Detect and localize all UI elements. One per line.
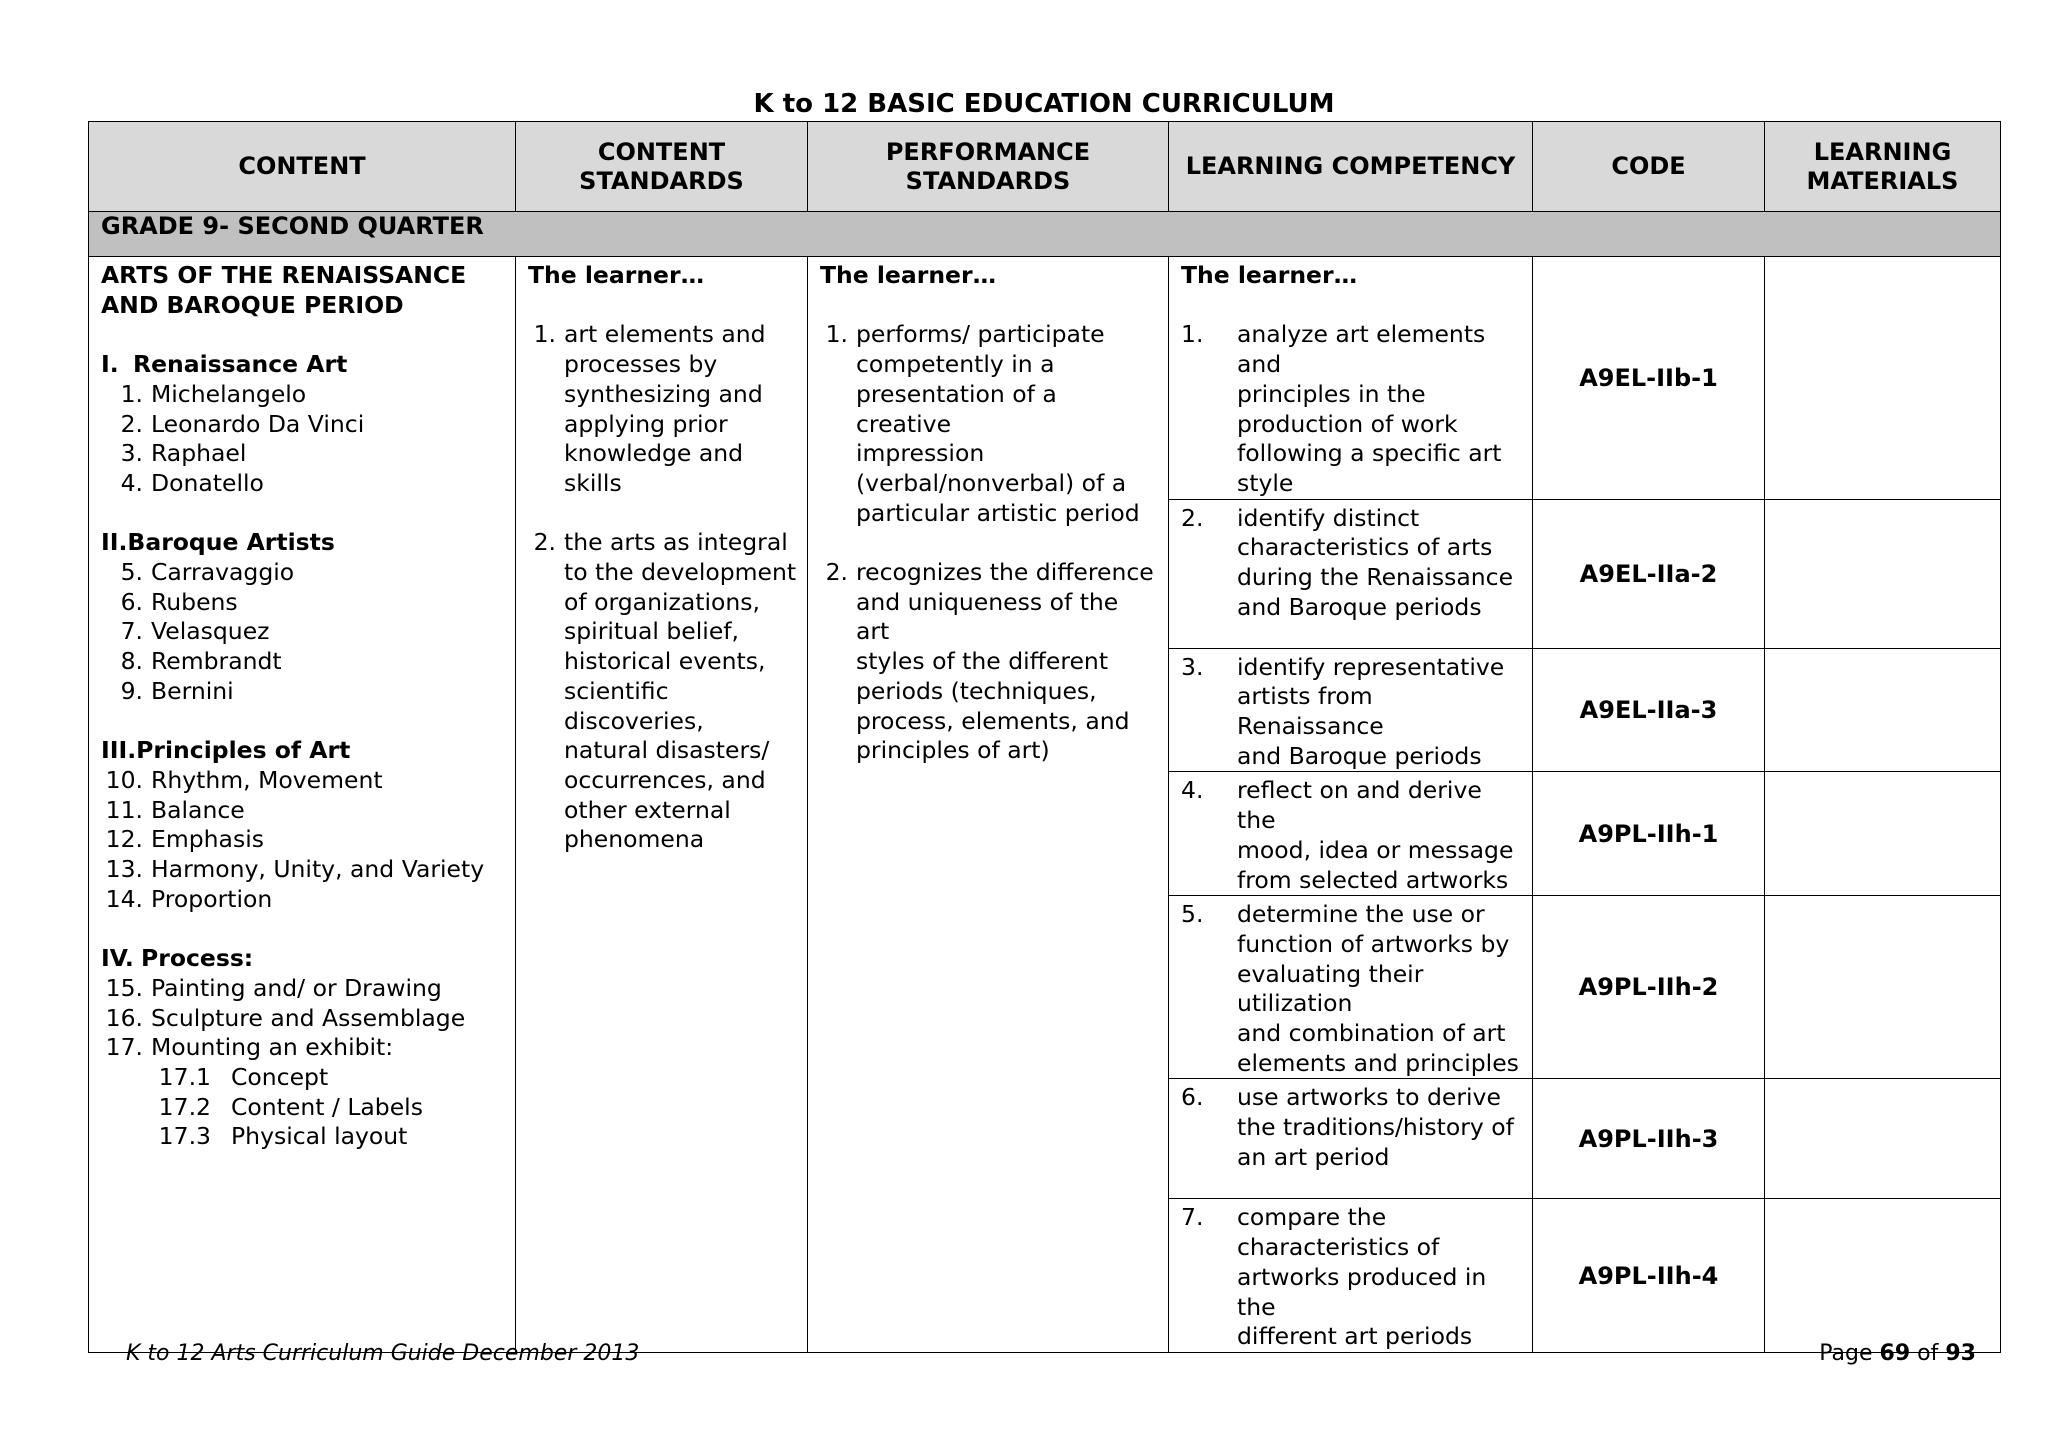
header-content-standards: CONTENT STANDARDS	[516, 122, 808, 212]
footer-guide-name: K to 12 Arts Curriculum Guide December 2013	[126, 1341, 640, 1366]
competency-cell	[1169, 1079, 1533, 1199]
list-item: 6. Rubens	[120, 587, 238, 616]
competency-item: 6. use artworks to derive the traditions/history of an art period	[1181, 1083, 1514, 1171]
learning-materials-cell	[1765, 257, 2001, 500]
list-item: 17.3 Physical layout	[158, 1122, 408, 1151]
competency-cell	[1169, 896, 1533, 1079]
content-title-line2: AND BAROQUE PERIOD	[101, 290, 404, 319]
section-items	[101, 766, 505, 915]
competency-cell	[1169, 648, 1533, 772]
section-heading: III. Principles of Art	[101, 736, 351, 765]
learning-materials-cell	[1765, 896, 2001, 1079]
list-item: 17.1 Concept	[158, 1062, 329, 1091]
competency-item: 3. identify representative artists from Renaissance and Baroque periods	[1181, 652, 1505, 770]
competency-cell	[1169, 257, 1533, 500]
list-item: 12. Emphasis	[105, 825, 264, 854]
list-item: 5. Carravaggio	[120, 558, 295, 586]
performance-standards-lead: The learner…	[820, 261, 997, 289]
list-item: 16. Sculpture and Assemblage	[105, 1003, 466, 1032]
document-title: K to 12 BASIC EDUCATION CURRICULUM	[753, 89, 1335, 119]
competency-item: 4. reflect on and derive the mood, idea or message from selected artworks	[1181, 776, 1514, 894]
list-item: 2. recognizes the difference and uniqueness of the art styles of the different periods (techniques, process, elements, and principles of art)	[825, 558, 1154, 765]
competency-item: 7. compare the characteristics of artworks produced in the different art periods	[1181, 1203, 1487, 1351]
learning-materials-cell	[1765, 772, 2001, 896]
section-heading: I. Renaissance Art	[101, 350, 348, 379]
competency-lead: The learner…	[1181, 261, 1358, 289]
learning-materials-cell	[1765, 648, 2001, 772]
code-cell: A9EL-IIa-2	[1533, 499, 1765, 648]
competency-item: 5. determine the use or function of artworks by evaluating their utilization and combination of art elements and principles	[1181, 900, 1519, 1077]
learning-materials-cell	[1765, 499, 2001, 648]
list-item: 1. performs/ participate competently in a presentation of a creative impression (verbal/nonverbal) of a particular artistic period	[825, 320, 1140, 527]
section-items	[101, 380, 505, 499]
header-content: CONTENT	[89, 122, 516, 212]
content-cell	[89, 257, 516, 1353]
header-code: CODE	[1533, 122, 1765, 212]
content-standards-list	[528, 528, 797, 855]
table-row	[89, 257, 2001, 500]
content-standards-list	[528, 320, 797, 498]
list-item: 4. Donatello	[120, 468, 264, 497]
performance-standards-list	[820, 558, 1158, 766]
list-item: 9. Bernini	[120, 676, 234, 705]
code-cell: A9PL-IIh-2	[1533, 896, 1765, 1079]
content-standards-lead: The learner…	[528, 261, 705, 289]
code-cell: A9PL-IIh-4	[1533, 1199, 1765, 1353]
list-item: 14. Proportion	[105, 884, 273, 913]
header-learning-competency: LEARNING COMPETENCY	[1169, 122, 1533, 212]
list-item: 10. Rhythm, Movement	[105, 765, 383, 794]
grade-label: GRADE 9- SECOND QUARTER	[89, 212, 2001, 257]
code-cell: A9PL-IIh-1	[1533, 772, 1765, 896]
code-cell: A9EL-IIa-3	[1533, 648, 1765, 772]
list-item: 8. Rembrandt	[120, 647, 282, 676]
competency-cell	[1169, 499, 1533, 648]
performance-standards-cell	[808, 257, 1169, 1353]
grade-row	[89, 212, 2001, 257]
list-item: 3. Raphael	[120, 439, 247, 468]
list-item: 1. art elements and processes by synthesizing and applying prior knowledge and skills	[533, 320, 766, 497]
performance-standards-list	[820, 320, 1158, 528]
footer-page-number: Page 69 of 93	[1819, 1341, 1976, 1366]
list-item: 2. Leonardo Da Vinci	[120, 409, 365, 438]
competency-cell	[1169, 772, 1533, 896]
header-performance-standards: PERFORMANCE STANDARDS	[808, 122, 1169, 212]
list-item: 17. Mounting an exhibit:	[105, 1033, 394, 1062]
code-cell: A9PL-IIh-3	[1533, 1079, 1765, 1199]
code-cell: A9EL-IIb-1	[1533, 257, 1765, 500]
list-item: 13. Harmony, Unity, and Variety	[105, 855, 485, 884]
list-item: 17.2 Content / Labels	[158, 1092, 423, 1121]
section-items	[101, 974, 505, 1063]
list-item: 15. Painting and/ or Drawing	[105, 973, 442, 1002]
header-learning-materials: LEARNING MATERIALS	[1765, 122, 2001, 212]
list-item: 7. Velasquez	[120, 617, 270, 646]
learning-materials-cell	[1765, 1199, 2001, 1353]
curriculum-table	[88, 121, 2001, 1353]
content-standards-cell	[516, 257, 808, 1353]
list-item: 11. Balance	[105, 795, 245, 824]
subsection-items	[101, 1063, 505, 1152]
section-heading: IV. Process:	[101, 944, 254, 973]
competency-item: 2. identify distinct characteristics of arts during the Renaissance and Baroque periods	[1181, 503, 1514, 621]
list-item: 1. Michelangelo	[120, 379, 307, 408]
competency-item: 1. analyze art elements and principles in the production of work following a specific art style	[1181, 320, 1502, 497]
section-items	[101, 558, 505, 707]
learning-materials-cell	[1765, 1079, 2001, 1199]
header-row	[89, 122, 2001, 212]
section-heading: II. Baroque Artists	[101, 528, 335, 557]
content-title-line1: ARTS OF THE RENAISSANCE	[101, 261, 467, 289]
list-item: 2. the arts as integral to the development of organizations, spiritual belief, historical events, scientific discoveries, natural disasters/ occurrences, and other external phenomena	[533, 528, 797, 854]
competency-cell	[1169, 1199, 1533, 1353]
